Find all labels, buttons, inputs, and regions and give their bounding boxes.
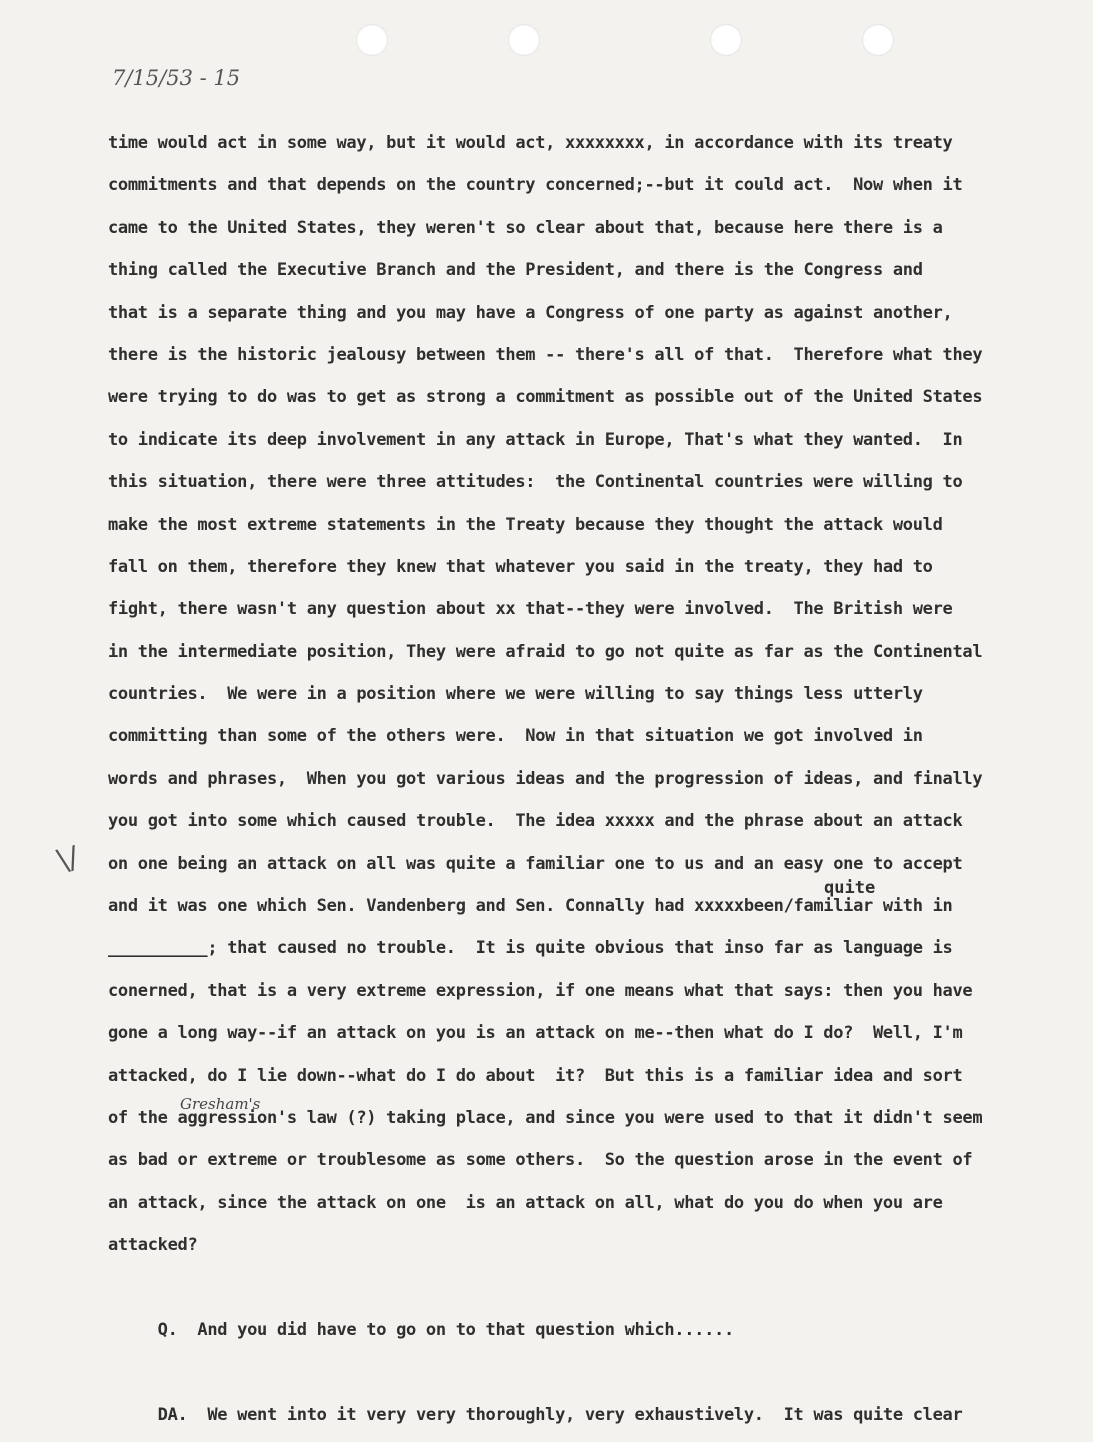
text-line: Q. And you did have to go on to that question which...... xyxy=(108,1319,734,1340)
text-line: attacked, do I lie down--what do I do about it? But this is a familiar idea and sort xyxy=(108,1065,963,1086)
document-body xyxy=(108,128,1068,1442)
text-line: fight, there wasn't any question about xx that--they were involved. The British were xyxy=(108,599,953,620)
text-line: as bad or extreme or troublesome as some others. So the question arose in the event of xyxy=(108,1150,973,1171)
text-line: there is the historic jealousy between them -- there's all of that. Therefore what they xyxy=(108,344,983,365)
punch-hole-1 xyxy=(356,24,388,56)
punch-hole-4 xyxy=(862,24,894,56)
text-line: conerned, that is a very extreme expression, if one means what that says: then you have xyxy=(108,980,973,1001)
text-line: make the most extreme statements in the Treaty because they thought the attack would xyxy=(108,514,943,535)
text-line: on one being an attack on all was quite a familiar one to us and an easy one to accept xyxy=(108,853,963,874)
text-line: were trying to do was to get as strong a commitment as possible out of the United States xyxy=(108,387,983,408)
punch-hole-2 xyxy=(508,24,540,56)
text-line: gone a long way--if an attack on you is an attack on me--then what do I do? Well, I'm xyxy=(108,1023,963,1044)
text-line: countries. We were in a position where we were willing to say things less utterly xyxy=(108,684,923,705)
text-line: that is a separate thing and you may have a Congress of one party as against another, xyxy=(108,302,953,323)
punch-hole-3 xyxy=(710,24,742,56)
text-line: in the intermediate position, They were afraid to go not quite as far as the Continental xyxy=(108,641,983,662)
text-line: and it was one which Sen. Vandenberg and Sen. Connally had xxxxxbeen/familiar with in xyxy=(108,896,953,917)
handwritten-insertion: Gresham's xyxy=(180,1095,261,1113)
text-line: an attack, since the attack on one is an attack on all, what do you do when you are xyxy=(108,1192,943,1213)
margin-check-mark: \/ xyxy=(53,839,83,880)
text-line: attacked? xyxy=(108,1235,198,1256)
text-line: this situation, there were three attitudes: the Continental countries were willing to xyxy=(108,472,963,493)
interlinear-insertion: quite xyxy=(824,878,876,898)
text-line: of the aggression's law (?) taking place, and since you were used to that it didn't seem xyxy=(108,1107,983,1128)
text-line: to indicate its deep involvement in any attack in Europe, That's what they wanted. In xyxy=(108,429,963,450)
text-line: commitments and that depends on the country concerned;--but it could act. Now when it xyxy=(108,175,963,196)
text-line xyxy=(108,1273,1068,1315)
text-line: committing than some of the others were. Now in that situation we got involved in xyxy=(108,726,923,747)
text-line: came to the United States, they weren't so clear about that, because here there is a xyxy=(108,217,943,238)
text-line: you got into some which caused trouble. The idea xxxxx and the phrase about an attack xyxy=(108,811,963,832)
text-line: words and phrases, When you got various ideas and the progression of ideas, and finally xyxy=(108,768,983,789)
text-line: thing called the Executive Branch and the President, and there is the Congress and xyxy=(108,260,923,281)
text-line: __________; that caused no trouble. It is quite obvious that inso far as language is xyxy=(108,938,953,959)
text-line: fall on them, therefore they knew that whatever you said in the treaty, they had to xyxy=(108,556,933,577)
text-line xyxy=(108,1357,1068,1399)
page-reference: 7/15/53 - 15 xyxy=(112,66,241,90)
text-line: time would act in some way, but it would act, xxxxxxxx, in accordance with its treaty xyxy=(108,133,953,153)
text-line: DA. We went into it very very thoroughly, very exhaustively. It was quite clear xyxy=(108,1404,963,1425)
